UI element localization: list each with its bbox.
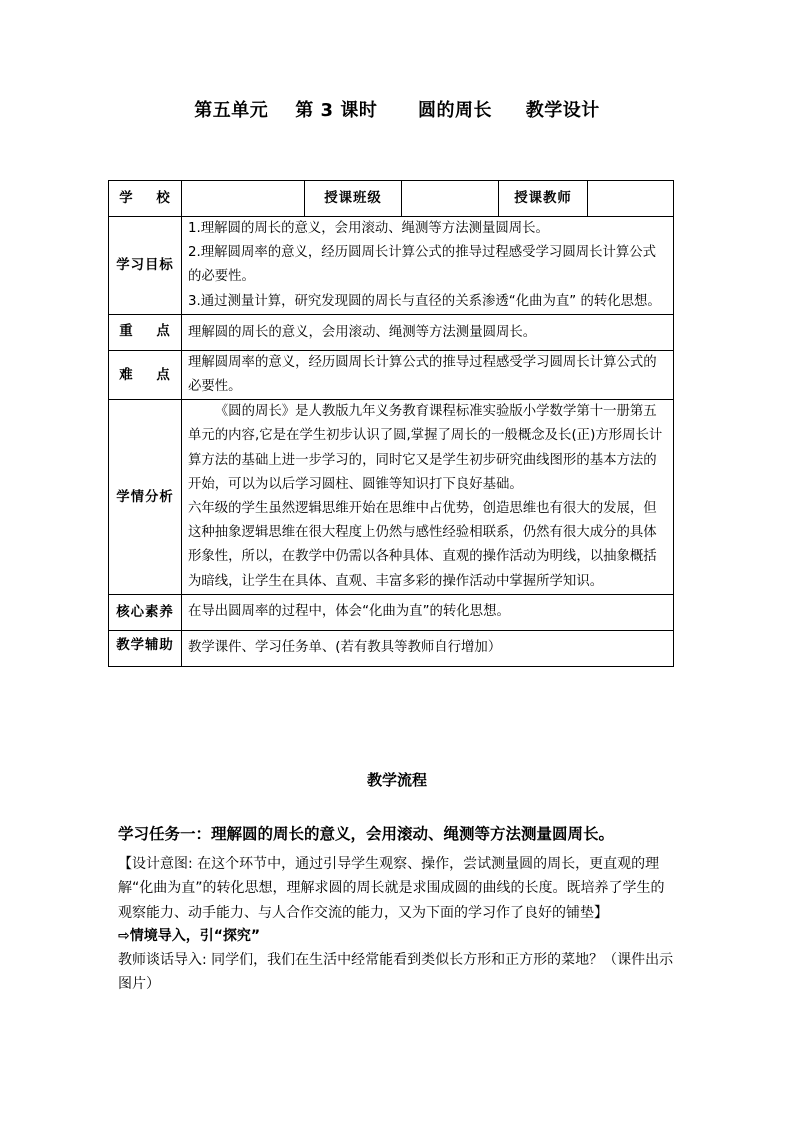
task-heading: 学习任务一：理解圆的周长的意义，会用滚动、绳测等方法测量圆周长。 bbox=[118, 825, 615, 843]
analysis-paragraph: 《圆的周长》是人教版九年义务教育课程标准实验版小学数学第十一册第五单元的内容,它是在学生初步认识了圆,掌握了周长的一般概念及长(正)方形周长计算方法的基础上进一步学习的，同时它又是学生初步研究曲线图形的基本方法的开始，可以为以后学习圆柱、圆锥等知识打下良好基础。 bbox=[188, 404, 663, 492]
aids-content: 教学课件、学习任务单、(若有教具等教师自行增加） bbox=[182, 630, 674, 666]
goals-row bbox=[109, 217, 674, 315]
analysis-row bbox=[109, 400, 674, 595]
subheading: ⇨情境导入，引“探究” bbox=[118, 928, 261, 944]
key-point-content: 理解圆的周长的意义，会用滚动、绳测等方法测量圆周长。 bbox=[182, 314, 674, 350]
literacy-content: 在导出圆周率的过程中，体会“化曲为直”的转化思想。 bbox=[182, 594, 674, 630]
goal-item: 3.通过测量计算，研究发现圆的周长与直径的关系渗透“化曲为直” 的转化思想。 bbox=[188, 293, 661, 309]
literacy-row bbox=[109, 594, 674, 630]
goal-item: 2.理解圆周率的意义，经历圆周长计算公式的推导过程感受学习圆周长计算公式的必要性。 bbox=[188, 245, 657, 285]
aids-label: 教学辅助 bbox=[109, 630, 182, 666]
difficulty-row bbox=[109, 350, 674, 399]
school-value bbox=[182, 181, 305, 217]
goals-label: 学习目标 bbox=[109, 217, 182, 315]
aids-row bbox=[109, 630, 674, 666]
school-label: 学 校 bbox=[109, 181, 182, 217]
teacher-intro: 教师谈话导入: 同学们，我们在生活中经常能看到类似长方形和正方形的菜地？（课件出示图片） bbox=[118, 952, 674, 993]
teacher-value bbox=[588, 181, 674, 217]
design-intent: 【设计意图: 在这个环节中，通过引导学生观察、操作，尝试测量圆的周长，更直观的理解“化曲为直”的转化思想，理解求圆的周长就是求围成圆的曲线的长度。既培养了学生的观察能力、动手能力、与人合作交流的能力，又为下面的学习作了良好的铺垫】 bbox=[118, 856, 665, 921]
goal-item: 1.理解圆的周长的意义，会用滚动、绳测等方法测量圆周长。 bbox=[188, 221, 549, 236]
lesson-info-table bbox=[108, 180, 674, 667]
literacy-label: 核心素养 bbox=[109, 594, 182, 630]
difficulty-label: 难 点 bbox=[109, 350, 182, 399]
analysis-label: 学情分析 bbox=[109, 400, 182, 595]
difficulty-content: 理解圆周率的意义，经历圆周长计算公式的推导过程感受学习圆周长计算公式的必要性。 bbox=[182, 350, 674, 399]
goals-content bbox=[182, 217, 674, 315]
key-point-label: 重 点 bbox=[109, 314, 182, 350]
key-point-row bbox=[109, 314, 674, 350]
class-label: 授课班级 bbox=[305, 181, 402, 217]
section-title: 教学流程 bbox=[366, 771, 427, 789]
analysis-paragraph: 六年级的学生虽然逻辑思维开始在思维中占优势，创造思维也有很大的发展，但这种抽象逻辑思维在很大程度上仍然与感性经验相联系，仍然有很大成分的具体形象性，所以，在教学中仍需以各种具体、直观的操作活动为明线，以抽象概括为暗线，让学生在具体、直观、丰富多彩的操作活动中掌握所学知识。 bbox=[188, 501, 657, 589]
document-title: 第五单元 第 3 课时 圆的周长 教学设计 bbox=[194, 100, 600, 121]
teacher-label: 授课教师 bbox=[499, 181, 588, 217]
analysis-content bbox=[182, 400, 674, 595]
class-value bbox=[402, 181, 499, 217]
info-row bbox=[109, 181, 674, 217]
